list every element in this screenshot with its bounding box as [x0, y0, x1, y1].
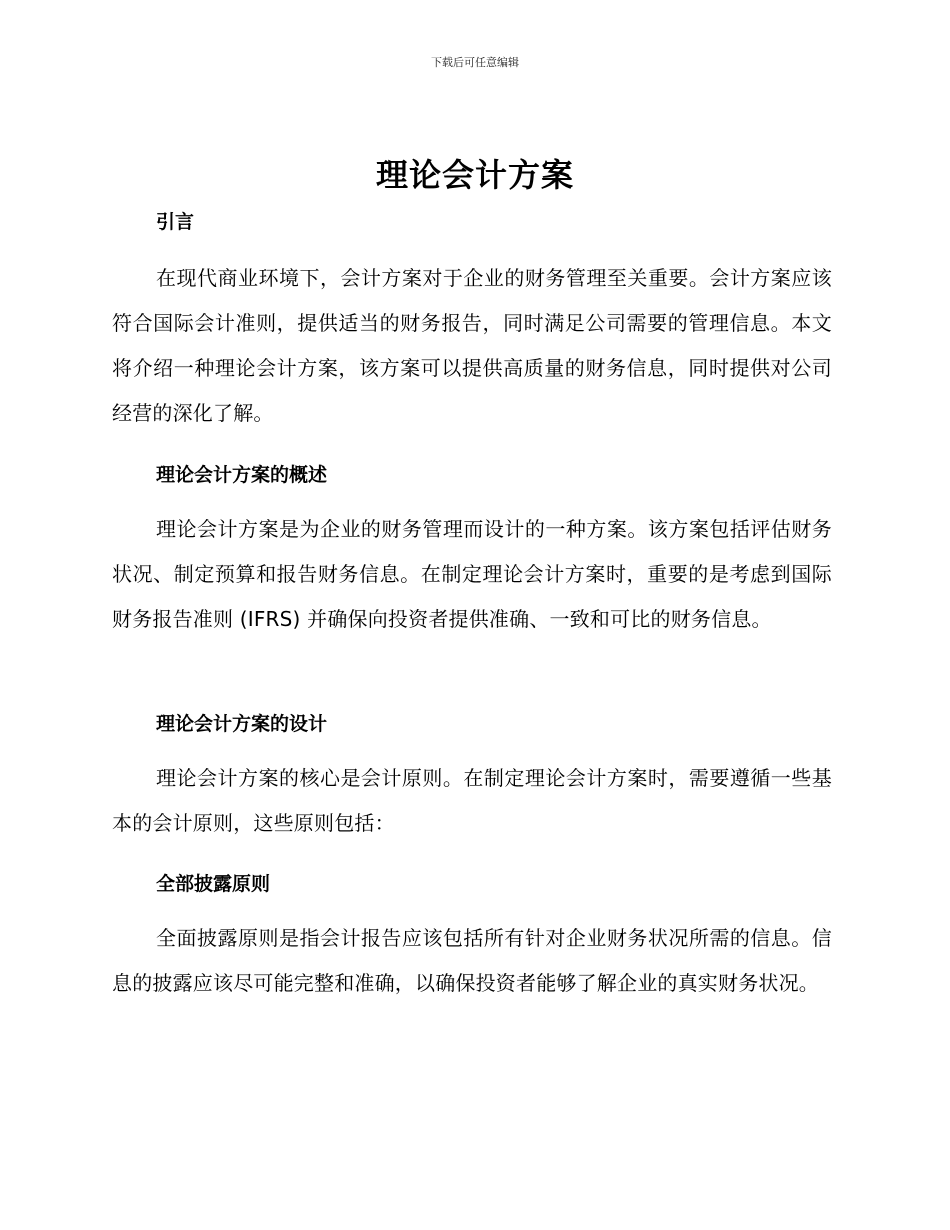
section-paragraph-full-disclosure: 全面披露原则是指会计报告应该包括所有针对企业财务状况所需的信息。信息的披露应该尽可能完整和准确，以确保投资者能够了解企业的真实财务状况。	[112, 926, 832, 995]
page-title: 理论会计方案	[375, 156, 574, 194]
section-paragraph-design: 理论会计方案的核心是会计原则。在制定理论会计方案时，需要遵循一些基本的会计原则，这些原则包括：	[112, 766, 832, 835]
section-heading-design: 理论会计方案的设计	[156, 713, 328, 735]
section-heading-full-disclosure: 全部披露原则	[156, 873, 271, 895]
section-heading-intro: 引言	[156, 211, 195, 233]
header-note: 下载后可任意编辑	[431, 56, 519, 69]
section-heading-overview: 理论会计方案的概述	[156, 464, 328, 486]
section-paragraph-intro: 在现代商业环境下，会计方案对于企业的财务管理至关重要。会计方案应该符合国际会计准则，提供适当的财务报告，同时满足公司需要的管理信息。本文将介绍一种理论会计方案，该方案可以提供高质量的财务信息，同时提供对公司经营的深化了解。	[112, 266, 832, 425]
section-paragraph-overview: 理论会计方案是为企业的财务管理而设计的一种方案。该方案包括评估财务状况、制定预算和报告财务信息。在制定理论会计方案时，重要的是考虑到国际财务报告准则 (IFRS) 并确保向投资者提供准确、一致和可比的财务信息。	[112, 517, 832, 631]
